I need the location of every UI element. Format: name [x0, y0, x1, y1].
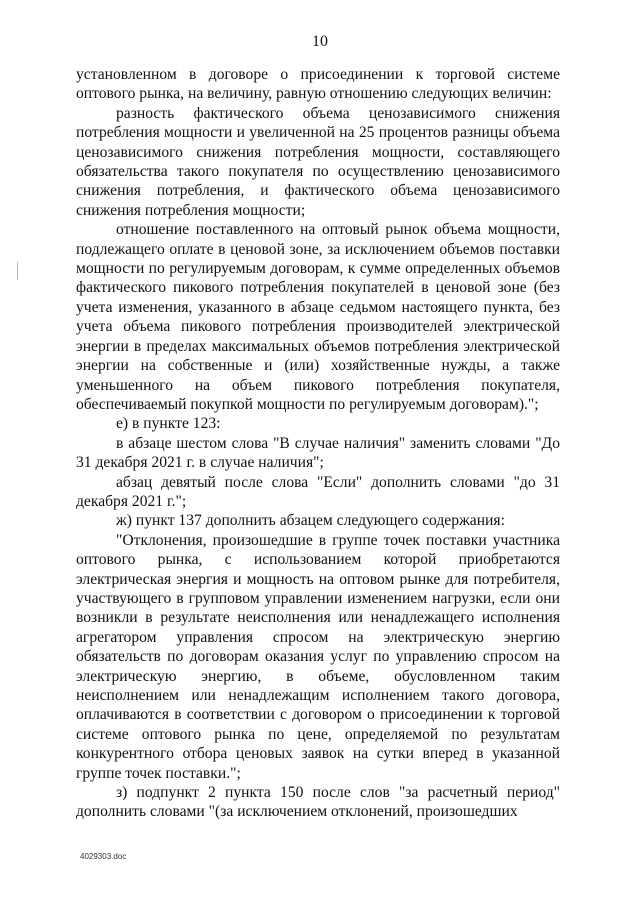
- paragraph: установленном в договоре о присоединении к торговой системе оптового рынка, на величину, равную отношению следующих величин:: [76, 66, 560, 103]
- document-file-code: 4029303.doc: [80, 852, 127, 861]
- page-number: 10: [312, 33, 328, 50]
- paragraph: в абзаце шестом слова "В случае наличия" заменить словами "До 31 декабря 2021 г. в случае наличия";: [76, 434, 560, 472]
- paragraph: з) подпункт 2 пункта 150 после слов "за расчетный период" дополнить словами "(за исключением отклонений, произошедших: [76, 784, 560, 821]
- paragraph: ж) пункт 137 дополнить абзацем следующего содержания:: [116, 512, 505, 530]
- document-body: [76, 65, 560, 822]
- paragraph: е) в пункте 123:: [116, 415, 221, 433]
- paragraph: абзац девятый после слова "Если" дополнить словами "до 31 декабря 2021 г.";: [76, 473, 560, 510]
- paragraph: разность фактического объема ценозависимого снижения потребления мощности и увеличенной на 25 процентов разницы объема ценозависимого снижения потребления мощности, составляющего обязательства такого покупателя по осуществлению ценозависимого снижения потребления, и фактического объема ценозависимого снижения потребления мощности;: [76, 104, 560, 219]
- scan-artifact-line: [17, 262, 18, 280]
- paragraph: отношение поставленного на оптовый рынок объема мощности, подлежащего оплате в ценовой зоне, за исключением объемов поставки мощности по регулируемым договорам, к сумме определенных объемов фактического пикового потребления покупателей в ценовой зоне (без учета изменения, указанного в абзаце седьмом настоящего пункта, без учета объема пикового потребления производителей электрической энергии в пределах максимальных объемов потребления электрической энергии на собственные и (или) хозяйственные нужды, а также уменьшенного на объем пикового потребления покупателя, обеспечиваемый покупкой мощности по регулируемым договорам).";: [76, 221, 560, 413]
- paragraph: "Отклонения, произошедшие в группе точек поставки участника оптового рынка, с использованием которой приобретаются электрическая энергия и мощность на оптовом рынке для потребителя, участвующего в групповом управлении изменением нагрузки, если они возникли в результате неисполнения или ненадлежащего исполнения агрегатором управления спросом на электрическую энергию обязательств по договорам оказания услуг по управлению спросом на электрическую энергию, в объеме, обусловленном таким неисполнением или ненадлежащим исполнением такого договора, оплачиваются в соответствии с договором о присоединении к торговой системе оптового рынка по цене, определяемой по результатам конкурентного отбора ценовых заявок на сутки вперед в указанной группе точек поставки.";: [76, 531, 560, 782]
